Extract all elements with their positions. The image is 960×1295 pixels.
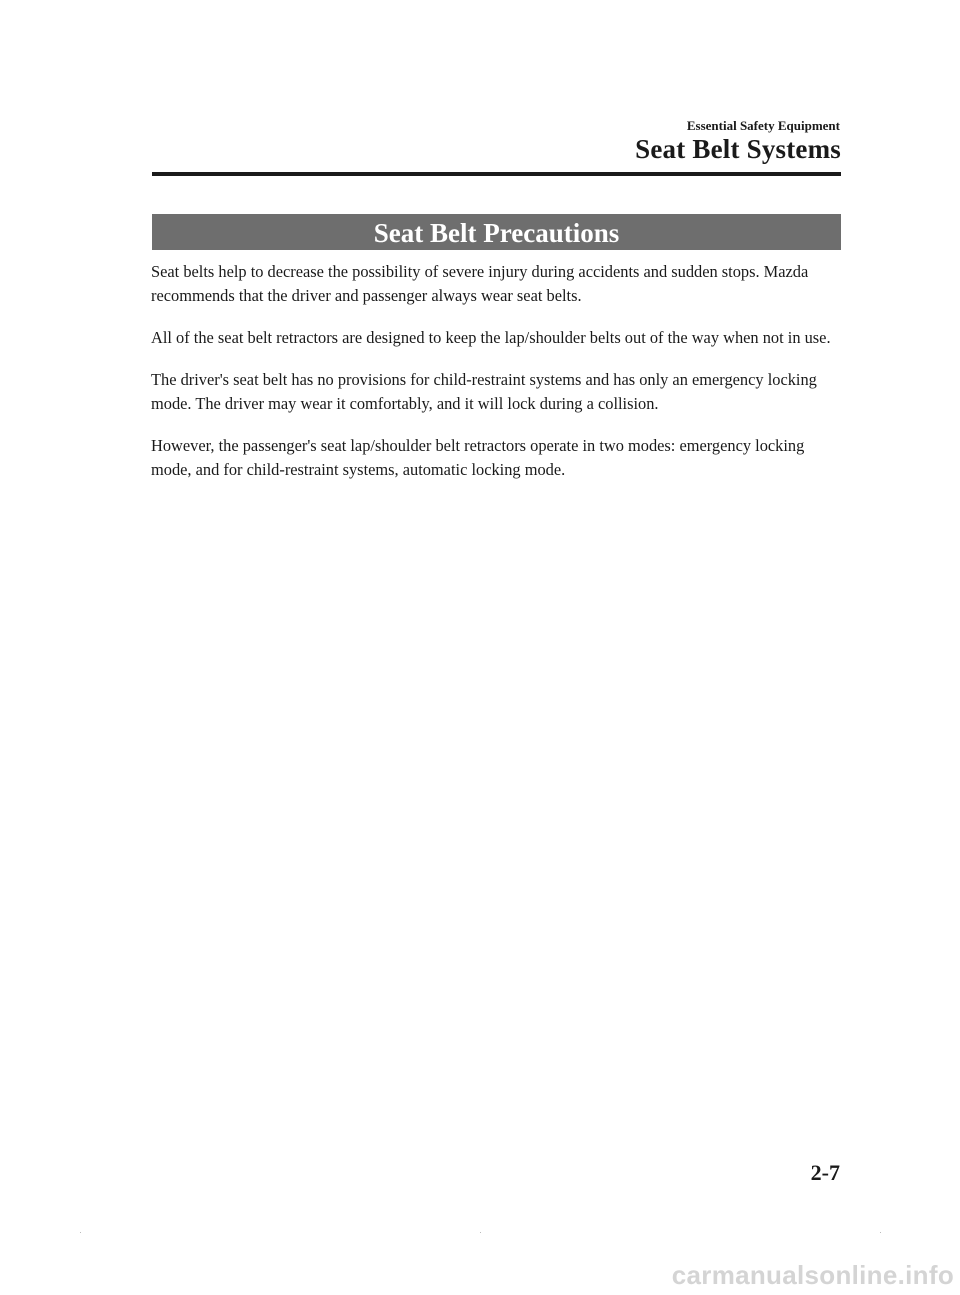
header-rule (152, 172, 841, 176)
page-title: Seat Belt Systems (635, 134, 841, 164)
body-text (151, 260, 843, 500)
paragraph: However, the passenger's seat lap/shoulder belt retractors operate in two modes: emergency locking mode, and for child-restraint systems, automatic locking mode. (151, 436, 805, 479)
watermark: carmanualsonline.info (671, 1260, 954, 1290)
crop-mark (480, 1232, 481, 1233)
page-number: 2-7 (810, 1160, 840, 1185)
crop-mark (880, 1232, 881, 1233)
paragraph: Seat belts help to decrease the possibility of severe injury during accidents and sudden stops. Mazda recommends that the driver and passenger always wear seat belts. (151, 262, 809, 305)
paragraph: The driver's seat belt has no provisions for child-restraint systems and has only an emergency locking mode. The driver may wear it comfortably, and it will lock during a collision. (151, 370, 817, 413)
section-label: Essential Safety Equipment (686, 118, 840, 133)
section-banner: Seat Belt Precautions (152, 214, 841, 250)
crop-mark (80, 1232, 81, 1233)
paragraph: All of the seat belt retractors are designed to keep the lap/shoulder belts out of the way when not in use. (151, 328, 831, 347)
